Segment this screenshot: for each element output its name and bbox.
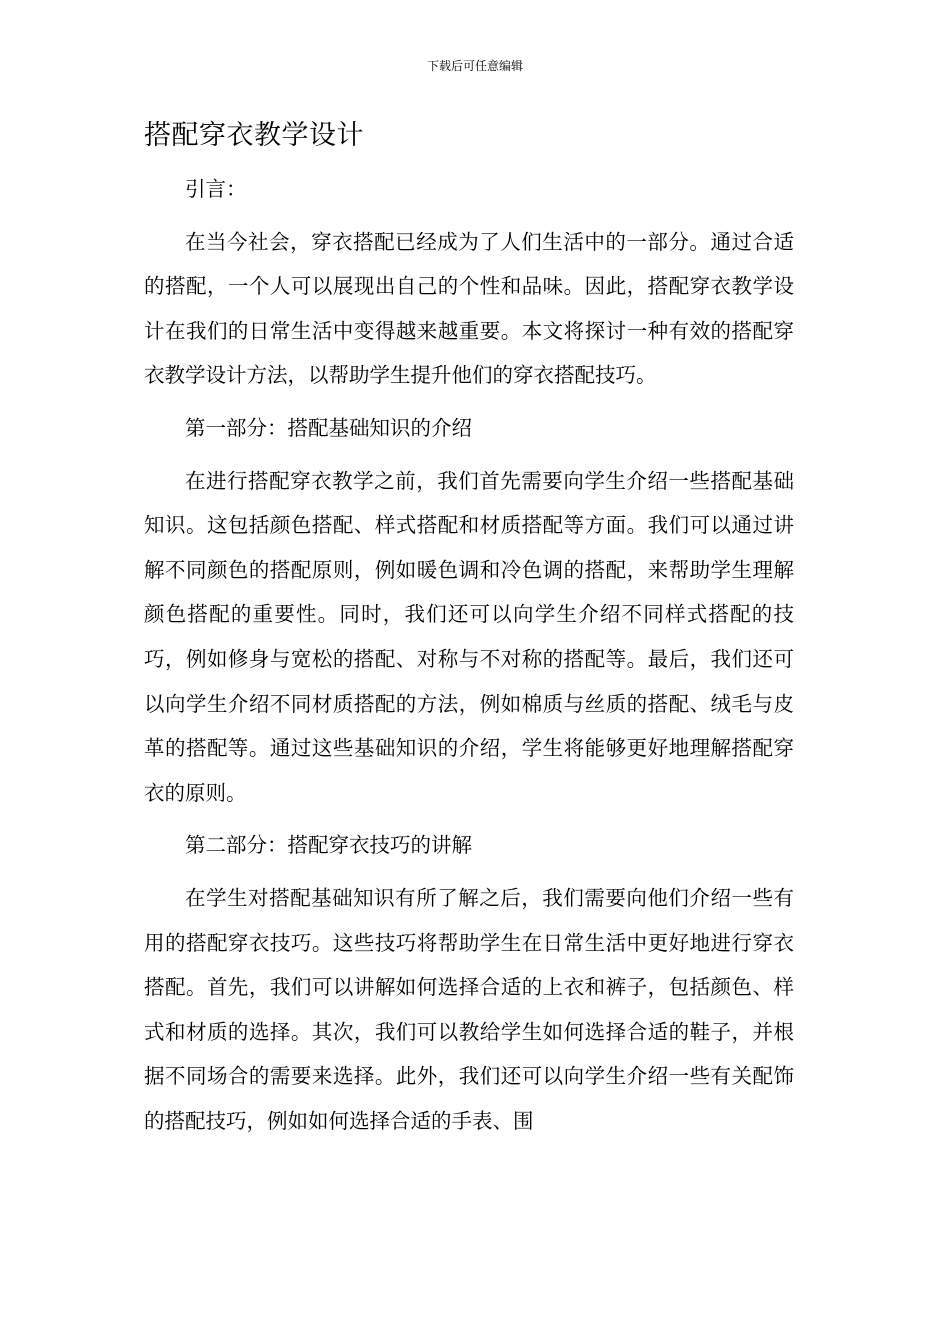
section-1-paragraph: 在进行搭配穿衣教学之前，我们首先需要向学生介绍一些搭配基础知识。这包括颜色搭配、样式搭配和材质搭配等方面。我们可以通过讲解不同颜色的搭配原则，例如暖色调和冷色调的搭配，来帮助学生理解颜色搭配的重要性。同时，我们还可以向学生介绍不同样式搭配的技巧，例如修身与宽松的搭配、对称与不对称的搭配等。最后，我们还可以向学生介绍不同材质搭配的方法，例如棉质与丝质的搭配、绒毛与皮革的搭配等。通过这些基础知识的介绍，学生将能够更好地理解搭配穿衣的原则。	[144, 468, 794, 805]
document-body	[144, 116, 794, 1151]
intro-label: 引言：	[185, 177, 247, 201]
page-header: 下载后可任意编辑	[426, 59, 523, 73]
section-2-paragraph: 在学生对搭配基础知识有所了解之后，我们需要向他们介绍一些有用的搭配穿衣技巧。这些技巧将帮助学生在日常生活中更好地进行穿衣搭配。首先，我们可以讲解如何选择合适的上衣和裤子，包括颜色、样式和材质的选择。其次，我们可以教给学生如何选择合适的鞋子，并根据不同场合的需要来选择。此外，我们还可以向学生介绍一些有关配饰的搭配技巧，例如如何选择合适的手表、围	[144, 885, 794, 1133]
document-title: 搭配穿衣教学设计	[144, 120, 364, 151]
section-1-heading: 第一部分：搭配基础知识的介绍	[185, 415, 472, 440]
intro-paragraph: 在当今社会，穿衣搭配已经成为了人们生活中的一部分。通过合适的搭配，一个人可以展现出自己的个性和品味。因此，搭配穿衣教学设计在我们的日常生活中变得越来越重要。本文将探讨一种有效的搭配穿衣教学设计方法，以帮助学生提升他们的穿衣搭配技巧。	[144, 229, 794, 388]
section-2-heading: 第二部分：搭配穿衣技巧的讲解	[185, 833, 472, 858]
